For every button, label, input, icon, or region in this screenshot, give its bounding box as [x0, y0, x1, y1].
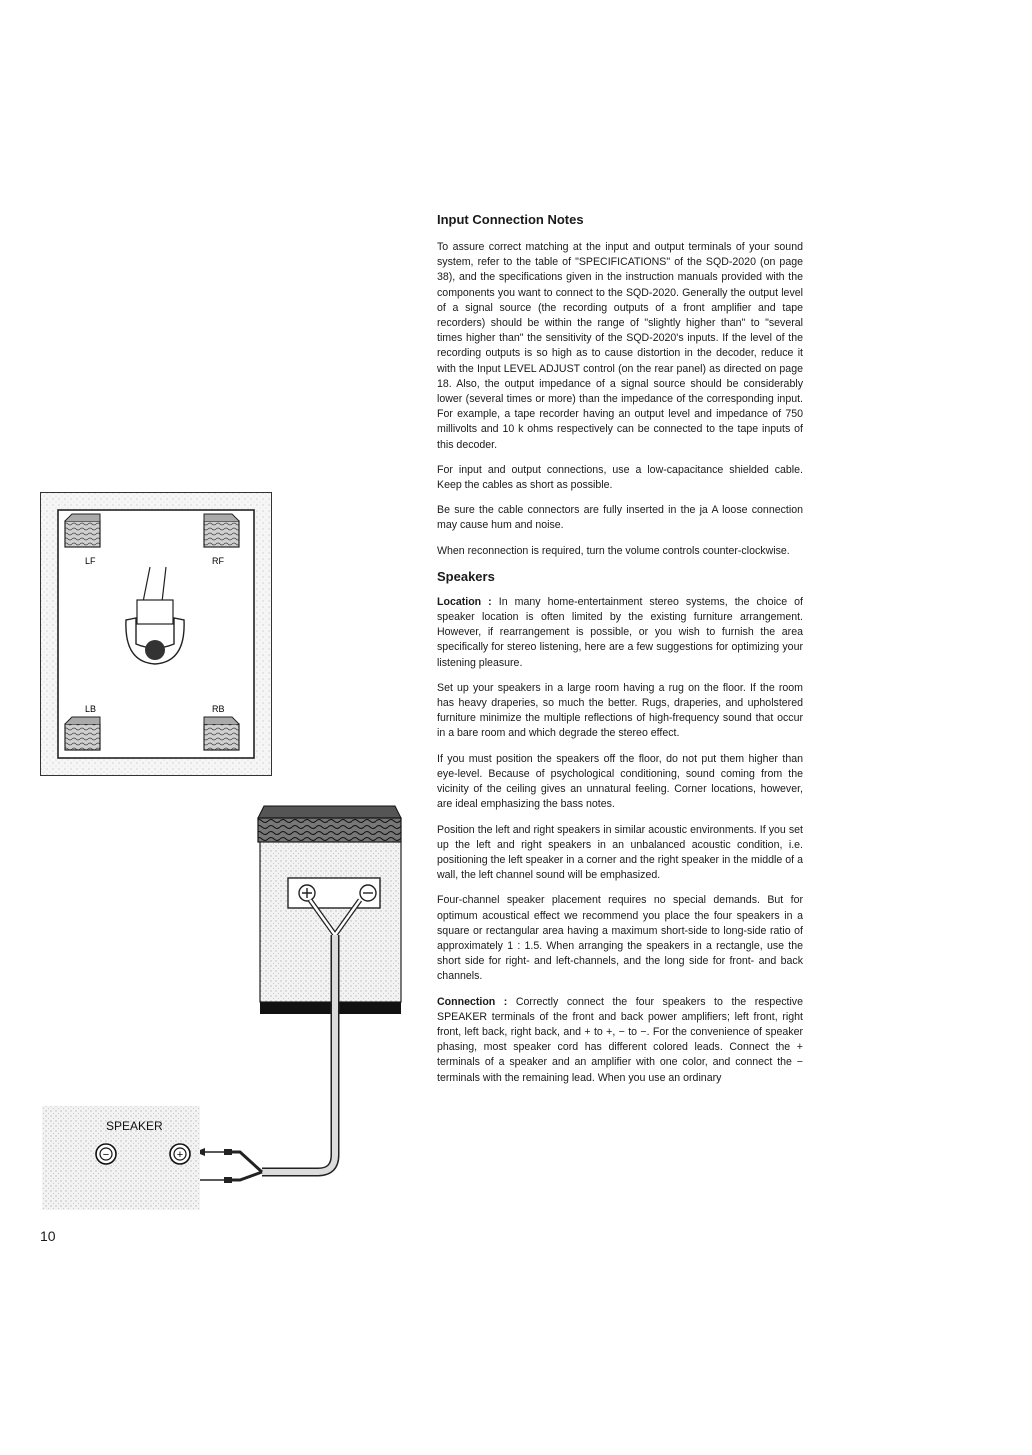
text-column — [437, 212, 803, 1096]
speaker-back-left-icon — [65, 717, 100, 750]
speakers-location-paragraph — [437, 595, 803, 671]
page-number: 10 — [40, 1228, 56, 1244]
speaker-connection-drawing — [40, 800, 420, 1220]
room-layout-drawing — [40, 492, 272, 776]
room-layout-figure — [40, 492, 272, 776]
speakers-setup-paragraph: Set up your speakers in a large room having a rug on the floor. If the room has heavy draperies, so much the better. Rugs, draperies, and upholstered furniture minimize the multiple reflections of high-frequency sound that occur in a bare room and which degrade the stereo effect. — [437, 681, 803, 740]
speakers-position-paragraph: Position the left and right speakers in similar acoustic environments. If you set up the left and right speakers in an unbalanced acoustic condition, i.e. positioning the left speaker in a corner and the right speaker in the middle of a wall, the left channel sound will be emphasized. — [437, 823, 803, 882]
speakers-four-channel-paragraph: Four-channel speaker placement requires no special demands. But for optimum acoustical effect we recommend you place the four speakers in a square or rectangular area having a maximum short-side to long-side ratio of approximately 1 : 1.5. When arranging the speakers in a rectangle, use the short side for right- and left-channels, and the long side for front- and back channels. — [437, 894, 803, 983]
label-right-front: RF — [212, 556, 224, 566]
input-notes-paragraph-2: For input and output connections, use a low-capacitance shielded cable. Keep the cables as short as possible. — [437, 463, 803, 492]
input-notes-paragraph-3: Be sure the cable connectors are fully inserted in the ja A loose connection may cause hum and noise. — [437, 504, 803, 532]
speaker-cabinet-icon — [258, 806, 401, 1014]
speakers-heading: Speakers — [437, 568, 495, 584]
input-notes-paragraph-1: To assure correct matching at the input and output terminals of your sound system, refer to the table of "SPECIFICATIONS" of the SQD-2020 (on page 38), and the specifications given in the instruction manuals provided with the components you want to connect to the SQD-2020. Generally the output level of a signal source (the recording outputs of a front amplifier and tape recorders) should be within the range of "slightly higher than" to "several times higher than" the sensitivity of the SQD-2020's inputs. If the level of the recording outputs is so high as to cause distortion in the decoder, reduce it with the Input LEVEL ADJUST control (on the rear panel) as directed on page 18. Also, the output impedance of a signal source should be considerably lower (several times or more) than the impedance of the corresponding input. For example, a tape recorder having an output level and impedance of 750 millivolts and 10 k ohms respectively can be connected to the tape inputs of this decoder. — [437, 241, 803, 451]
connection-text: Correctly connect the four speakers to the respective SPEAKER terminals of the front and back power amplifiers; left front, right front, left back, right back, and + to +, − to −. For the convenience of speaker phasing, most speaker cord has different colored leads. Connect the + terminals of a speaker and an amplifier with one color, and connect the − terminals with the remaining lead. When you use an ordinary — [437, 995, 803, 1084]
speaker-front-left-icon — [65, 514, 100, 547]
label-left-back: LB — [85, 704, 97, 714]
speaker-back-right-icon — [204, 717, 239, 750]
speaker-front-right-icon — [204, 514, 239, 547]
amplifier-terminal-panel — [42, 1106, 200, 1210]
label-left-front: LF — [85, 556, 96, 566]
amp-plus-symbol: + — [176, 1149, 184, 1161]
speaker-connection-figure — [40, 800, 420, 1220]
location-text: In many home-entertainment stereo systems, the choice of speaker location is often limited by the existing furniture arrangement. However, if rearrangement is possible, or you wish to furnish the area specifically for stereo listening, here are a few suggestions for optimizing your listening pleasure. — [437, 595, 803, 669]
amp-minus-symbol: − — [102, 1149, 110, 1161]
input-notes-heading: Input Connection Notes — [437, 212, 584, 227]
label-right-back: RB — [212, 704, 225, 714]
location-label: Location : — [437, 595, 492, 608]
connection-label: Connection : — [437, 995, 508, 1008]
speakers-connection-paragraph — [437, 995, 803, 1086]
speaker-terminal-label: SPEAKER — [106, 1119, 163, 1133]
speakers-floor-paragraph: If you must position the speakers off the floor, do not put them higher than eye-level. Because of psychological conditioning, sound coming from the vicinity of the ceiling gives an unnatural feeling. Corner locations, however, are ideal emphasizing the bass notes. — [437, 752, 803, 811]
input-notes-paragraph-4: When reconnection is required, turn the volume controls counter-clockwise. — [437, 544, 790, 557]
